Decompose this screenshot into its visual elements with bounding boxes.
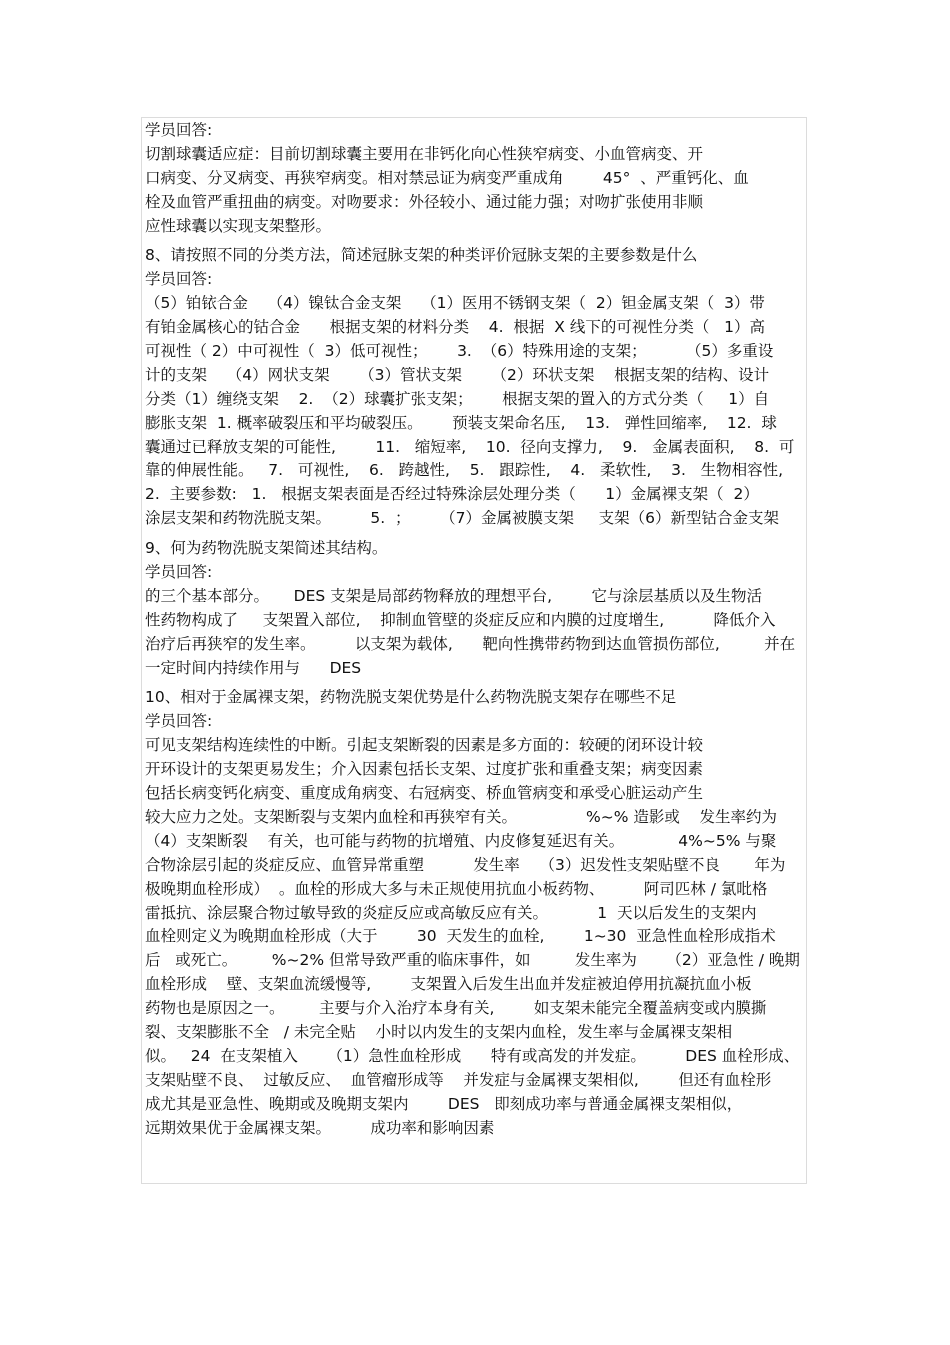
text-line: 成尤其是亚急性、晚期或及晚期支架内 DES 即刻成功率与普通金属裸支架相似， xyxy=(145,1094,743,1113)
text-line: 裂、支架膨胀不全 / 未完全贴 小时以内发生的支架内血栓，发生率与金属裸支架相 xyxy=(145,1022,733,1041)
text-line: 极晚期血栓形成） 。血栓的形成大多与未正规使用抗血小板药物、 阿司匹林 / 氯吡格 xyxy=(145,879,768,898)
text-line: 口病变、分叉病变、再狭窄病变。相对禁忌证为病变严重成角 45° 、严重钙化、血 xyxy=(145,168,749,187)
text-line: 计的支架 （4）网状支架 （3）管状支架 （2）环状支架 根据支架的结构、设计 xyxy=(145,365,770,384)
section-question-10 xyxy=(145,686,805,1140)
text-line: 涂层支架和药物洗脱支架。 5. ； （7）金属被膜支架 支架（6）新型钴合金支架 xyxy=(145,509,779,528)
text-line: 后 或死亡。 %~2% 但常导致严重的临床事件，如 发生率为 （2）亚急性 / 晚期 xyxy=(145,951,800,970)
text-line: 治疗后再狭窄的发生率。 以支架为载体, 靶向性携带药物到达血管损伤部位, 并在 xyxy=(145,634,796,653)
text-line: 血栓形成 壁、支架血流缓慢等, 支架置入后发生出血并发症被迫停用抗凝抗血小板 xyxy=(145,975,752,994)
answer-label: 学员回答: xyxy=(145,270,213,289)
text-line: 支架贴壁不良、 过敏反应、 血管瘤形成等 并发症与金属裸支架相似, 但还有血栓形 xyxy=(145,1070,772,1089)
text-line: 囊通过已释放支架的可能性, 11. 缩短率, 10. 径向支撑力, 9. 金属表面积, 8. 可 xyxy=(145,437,795,456)
text-line: 栓及血管严重扭曲的病变。对吻要求：外径较小、通过能力强；对吻扩张使用非顺 xyxy=(145,192,704,211)
text-line: 较大应力之处。支架断裂与支架内血栓和再狭窄有关。 %~% 造影或 发生率约为 xyxy=(145,807,778,826)
text-line: 分类（1）缠绕支架 2. （2）球囊扩张支架； 根据支架的置入的方式分类（ 1）自 xyxy=(145,389,770,408)
text-line: 似。 24 在支架植入 （1）急性血栓形成 特有或高发的并发症。 DES 血栓形成、 xyxy=(145,1046,800,1065)
question-heading: 10、相对于金属裸支架，药物洗脱支架优势是什么药物洗脱支架存在哪些不足 xyxy=(145,688,677,707)
text-line: （5）铂铱合金 （4）镍钛合金支架 （1）医用不锈钢支架（ 2）钽金属支架（ 3）带 xyxy=(145,294,765,313)
text-line: 血栓则定义为晚期血栓形成（大于 30 天发生的血栓, 1~30 亚急性血栓形成指术 xyxy=(145,927,776,946)
section-question-9 xyxy=(145,537,805,680)
text-line: 包括长病变钙化病变、重度成角病变、右冠病变、桥血管病变和承受心脏运动产生 xyxy=(145,784,704,803)
section-question-8 xyxy=(145,244,805,531)
text-line: 一定时间内持续作用与 DES xyxy=(145,658,362,677)
text-line: 远期效果优于金属裸支架。 成功率和影响因素 xyxy=(145,1118,495,1137)
question-heading: 9、何为药物洗脱支架简述其结构。 xyxy=(145,539,388,558)
answer-label: 学员回答: xyxy=(145,712,213,731)
text-line: （4）支架断裂 有关，也可能与药物的抗增殖、内皮修复延迟有关。 4%~5% 与聚 xyxy=(145,831,777,850)
text-line: 有铂金属核心的钴合金 根据支架的材料分类 4. 根据 X 线下的可视性分类（ 1）高 xyxy=(145,318,765,337)
text-line: 的三个基本部分。 DES 支架是局部药物释放的理想平台, 它与涂层基质以及生物活 xyxy=(145,586,762,605)
text-line: 可见支架结构连续性的中断。引起支架断裂的因素是多方面的：较硬的闭环设计较 xyxy=(145,736,704,755)
text-line: 膨胀支架 1. 概率破裂压和平均破裂压。 预装支架命名压, 13. 弹性回缩率, 12. 球 xyxy=(145,413,777,432)
text-line: 雷抵抗、涂层聚合物过敏导致的炎症反应或高敏反应有关。 1 天以后发生的支架内 xyxy=(145,903,757,922)
text-line: 可视性（ 2）中可视性（ 3）低可视性； 3. （6）特殊用途的支架； （5）多重设 xyxy=(145,342,774,361)
question-heading: 8、请按照不同的分类方法，简述冠脉支架的种类评价冠脉支架的主要参数是什么 xyxy=(145,246,698,265)
answer-label: 学员回答: xyxy=(145,121,213,139)
answer-label: 学员回答: xyxy=(145,563,213,582)
text-line: 靠的伸展性能。 7. 可视性, 6. 跨越性, 5. 跟踪性, 4. 柔软性, 3. 生物相容性, xyxy=(145,461,784,480)
text-line: 开环设计的支架更易发生；介入因素包括长支架、过度扩张和重叠支架；病变因素 xyxy=(145,760,704,779)
text-line: 应性球囊以实现支架整形。 xyxy=(145,216,332,235)
section-cutting-balloon-answer xyxy=(145,119,805,238)
document-body xyxy=(145,119,805,1140)
text-line: 切割球囊适应症：目前切割球囊主要用在非钙化向心性狭窄病变、小血管病变、开 xyxy=(145,144,704,163)
text-line: 性药物构成了 支架置入部位, 抑制血管壁的炎症反应和内膜的过度增生, 降低介入 xyxy=(145,610,776,629)
text-line: 合物涂层引起的炎症反应、血管异常重塑 发生率 （3）迟发性支架贴壁不良 年为 xyxy=(145,855,786,874)
text-line: 2. 主要参数: 1. 根据支架表面是否经过特殊涂层处理分类（ 1）金属裸支架（ 2） xyxy=(145,485,759,504)
text-line: 药物也是原因之一。 主要与介入治疗本身有关, 如支架未能完全覆盖病变或内膜撕 xyxy=(145,999,767,1018)
